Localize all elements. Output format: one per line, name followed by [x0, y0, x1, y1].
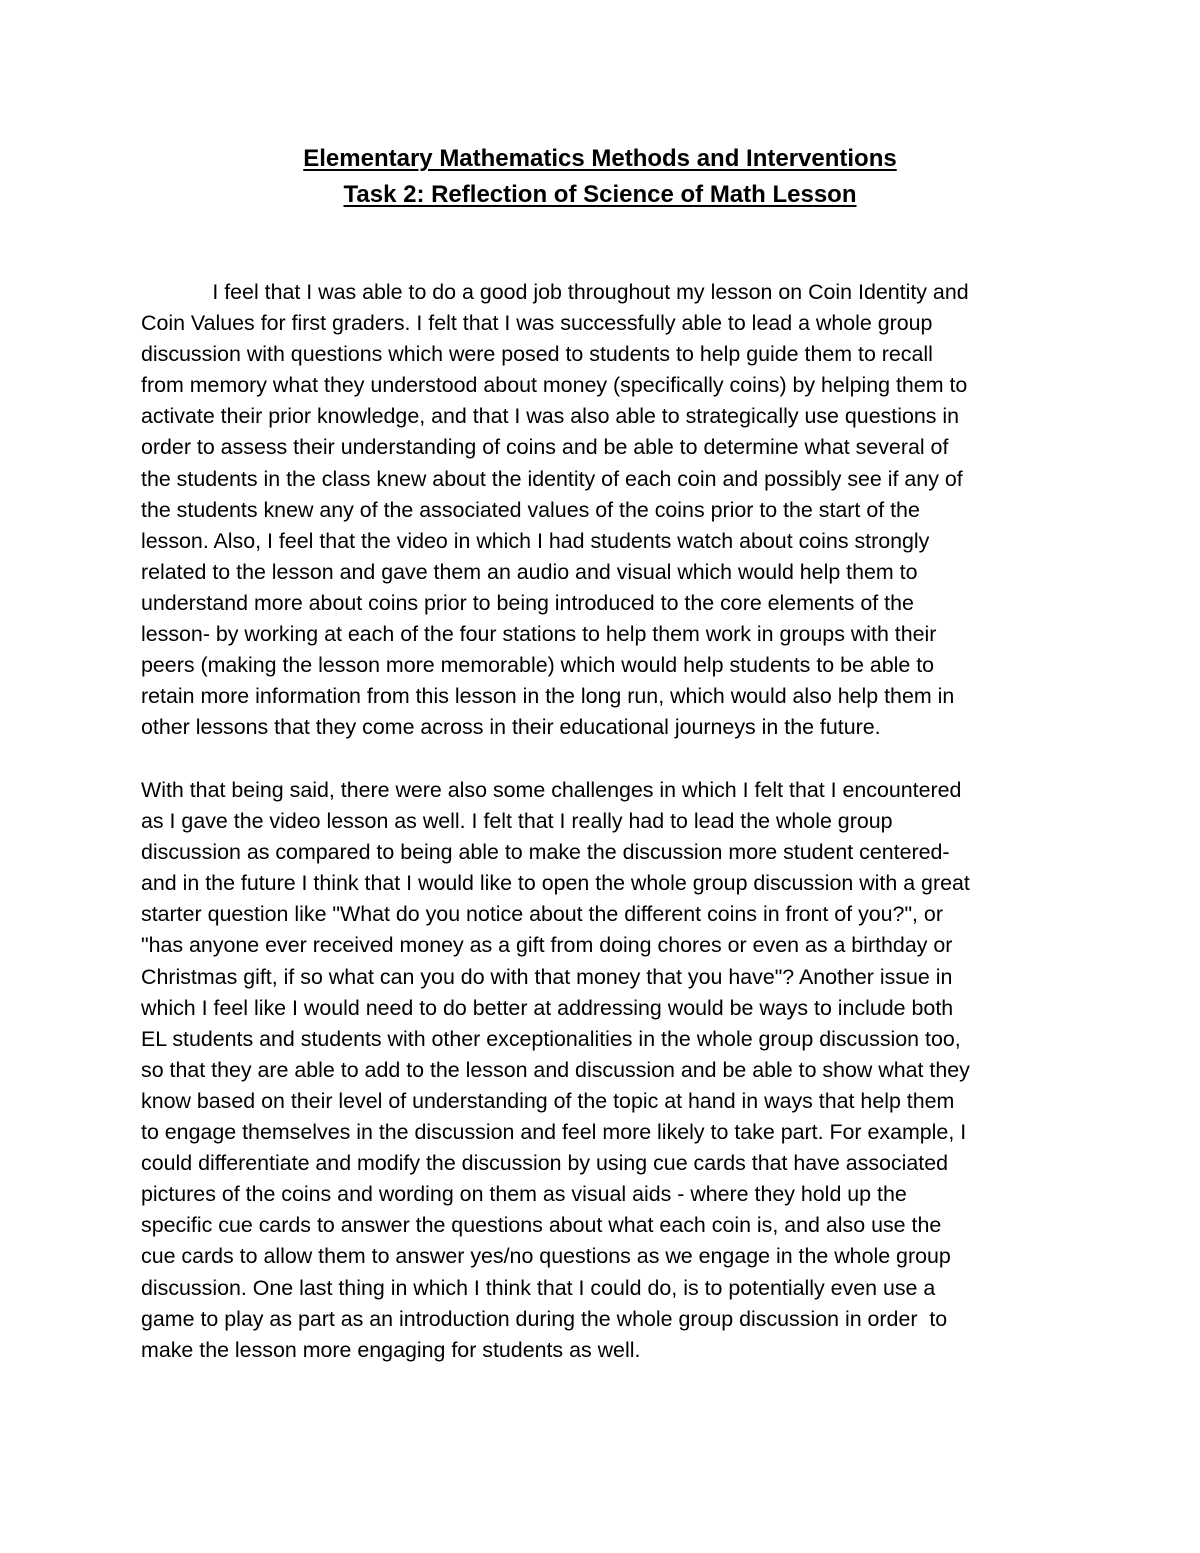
paragraph-line: make the lesson more engaging for students as well.: [141, 1337, 641, 1362]
paragraph-line: other lessons that they come across in their educational journeys in the future.: [141, 715, 881, 740]
paragraph-line: EL students and students with other exceptionalities in the whole group discussion too,: [141, 1026, 961, 1051]
paragraph-line: know based on their level of understanding of the topic at hand in ways that help them: [141, 1088, 955, 1113]
paragraph-line: I feel that I was able to do a good job throughout my lesson on Coin Identity and: [141, 280, 969, 304]
reflection-paragraph-2: [141, 775, 1061, 1366]
paragraph-line: peers (making the lesson more memorable) which would help students to be able to: [141, 653, 935, 678]
document-title-block: [0, 141, 1200, 213]
paragraph-line: With that being said, there were also some challenges in which I felt that I encountered: [141, 778, 962, 802]
paragraph-line: "has anyone ever received money as a gift from doing chores or even as a birthday or: [141, 933, 953, 958]
paragraph-line: the students knew any of the associated values of the coins prior to the start of the: [141, 497, 920, 522]
paragraph-line: Coin Values for first graders. I felt that I was successfully able to lead a whole group: [141, 311, 933, 336]
paragraph-line: lesson- by working at each of the four stations to help them work in groups with their: [141, 622, 937, 647]
paragraph-line: pictures of the coins and wording on them as visual aids - where they hold up the: [141, 1182, 907, 1207]
paragraph-line: understand more about coins prior to being introduced to the core elements of the: [141, 590, 914, 615]
paragraph-line: lesson. Also, I feel that the video in which I had students watch about coins strongly: [141, 528, 930, 553]
course-title: Elementary Mathematics Methods and Interventions: [303, 145, 897, 172]
paragraph-line: discussion as compared to being able to make the discussion more student centered-: [141, 840, 950, 865]
paragraph-line: activate their prior knowledge, and that I was also able to strategically use questions in: [141, 404, 960, 429]
paragraph-line: related to the lesson and gave them an audio and visual which would help them to: [141, 559, 918, 584]
reflection-paragraph-1: [141, 277, 1061, 743]
paragraph-line: to engage themselves in the discussion and feel more likely to take part. For example, I: [141, 1120, 967, 1145]
paragraph-line: discussion. One last thing in which I think that I could do, is to potentially even use a: [141, 1275, 936, 1300]
paragraph-line: starter question like "What do you notice about the different coins in front of you?", or: [141, 902, 943, 927]
paragraph-line: order to assess their understanding of coins and be able to determine what several of: [141, 435, 949, 460]
paragraph-line: discussion with questions which were posed to students to help guide them to recall: [141, 342, 933, 367]
task-title: Task 2: Reflection of Science of Math Lesson: [343, 181, 857, 208]
paragraph-line: specific cue cards to answer the questions about what each coin is, and also use the: [141, 1213, 942, 1238]
paragraph-line: from memory what they understood about money (specifically coins) by helping them to: [141, 373, 968, 398]
paragraph-line: could differentiate and modify the discussion by using cue cards that have associated: [141, 1151, 948, 1176]
paragraph-line: so that they are able to add to the lesson and discussion and be able to show what they: [141, 1057, 970, 1082]
paragraph-line: Christmas gift, if so what can you do with that money that you have"? Another issue in: [141, 964, 953, 989]
paragraph-line: cue cards to allow them to answer yes/no questions as we engage in the whole group: [141, 1244, 951, 1269]
paragraph-line: retain more information from this lesson in the long run, which would also help them in: [141, 684, 955, 709]
paragraph-line: which I feel like I would need to do better at addressing would be ways to include both: [141, 995, 954, 1020]
paragraph-line: the students in the class knew about the identity of each coin and possibly see if any of: [141, 466, 963, 491]
paragraph-line: as I gave the video lesson as well. I felt that I really had to lead the whole group: [141, 809, 893, 834]
paragraph-line: and in the future I think that I would like to open the whole group discussion with a great: [141, 871, 970, 896]
paragraph-line: game to play as part as an introduction during the whole group discussion in order to: [141, 1306, 948, 1331]
